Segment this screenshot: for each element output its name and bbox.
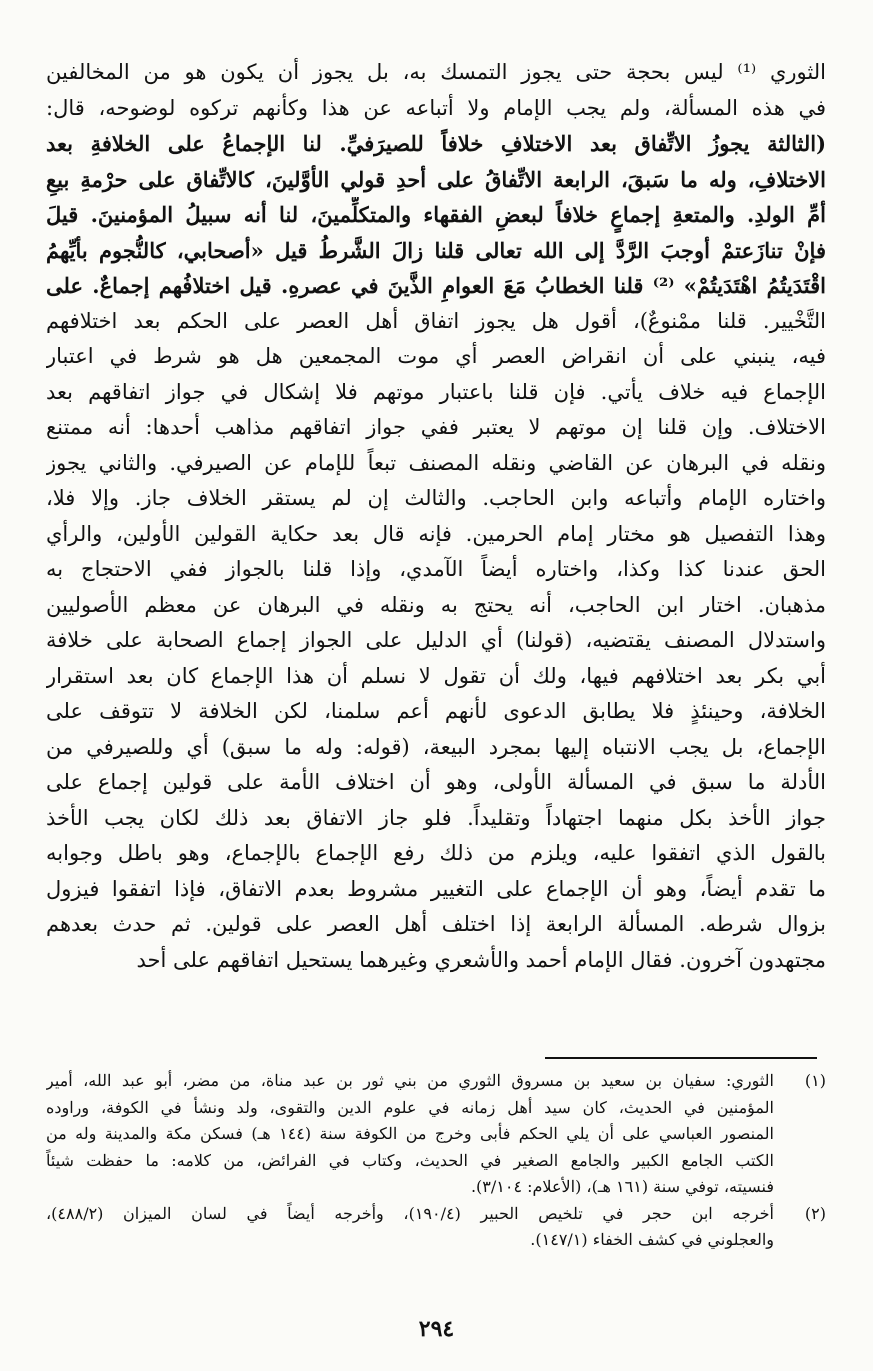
text-line: الاختلاف. وإن قلنا إن موتهم لا يعتبر ففي جواز اتفاقهم مذاهب أحدها: أنه ممتنع [46, 415, 826, 439]
text-line: أبي بكر بعد اختلافهم فيها، ولك أن تقول لا نسلم أن هذا الإجماع كان بعد استقرار [46, 663, 826, 688]
text-line: ونقله في البرهان عن القاضي ونقله المصنف تبعاً للإمام عن الصيرفي. والثاني يجوز [46, 450, 826, 475]
text-line: الإجماع، بل يجب الانتباه إليها بمجرد البيعة، (قوله: وله ما سبق) أي وللصيرفي من [46, 734, 826, 759]
text-line: الحق عندنا كذا وكذا، واختاره أيضاً الآمدي، وإذا قلنا بالجواز ففي الاحتجاج به [46, 557, 826, 581]
text-line: الاختلافِ، وله ما سَبقَ، الرابعة الاتِّفاقُ على أحدِ قولي الأوَّلينَ، كالاتِّفاق على حرْمةِ بيعِ [46, 166, 826, 192]
footnote-number: (٢) [804, 1203, 826, 1223]
main-text [46, 55, 826, 978]
text-line: الإجماع فيه خلاف يأتي. فإن قلنا باعتبار موتهم فلا إشكال في جواز اتفاقهم بعد [46, 379, 826, 404]
footnote-line: والعجلوني في كشف الخفاء (١٤٧/١). [530, 1230, 774, 1249]
footnote [46, 1068, 826, 1201]
footnote-line: الثوري: سفيان بن سعيد بن مسروق الثوري من بني ثور بن عبد مناة، من مضر، أبو عبد الله، أمير [46, 1071, 774, 1090]
page-number: ٢٩٤ [418, 1316, 455, 1342]
text-line: الأدلة ما سبق في المسألة الأولى، وهو أن اختلاف الأمة على قولين إجماع على [46, 770, 826, 794]
footnote-line: المؤمنين في الحديث، كان سيد أهل زمانه في علوم الدين والتقوى، ولد ونشأ في الكوفة، وراوده [46, 1097, 774, 1117]
text-line: مجتهدون آخرون. فقال الإمام أحمد والأشعري وغيرهما يستحيل اتفاقهم على أحد [136, 947, 826, 972]
text-line: في هذه المسألة، ولم يجب الإمام ولا أتباعه عن هذا وكأنهم تركوه لوضوحه، قال: [46, 95, 826, 120]
footnote-body [46, 1201, 774, 1254]
text-line: مذهبان. اختار ابن الحاجب، أنه يحتج به ونقله في البرهان عن معظم الأصوليين [46, 592, 826, 617]
text-line: الثوري ⁽¹⁾ ليس بحجة حتى يجوز التمسك به، بل يجوز أن يكون هو من المخالفين [46, 60, 826, 84]
text-line: فيه، ينبني على أن انقراض العصر أي موت المجمعين هل هو شرط في اعتبار [46, 344, 826, 368]
text-line: جواز الأخذ بكل منهما اجتهاداً وتقليداً. فلو جاز الاتفاق بعد ذلك لكان يجب الأخذ [46, 805, 826, 830]
footnote-body [46, 1068, 774, 1201]
footnote [46, 1201, 826, 1254]
footnote-line: فنسيته، توفي سنة (١٦١ هـ)، (الأعلام: ٣/١٠٤). [470, 1177, 774, 1196]
text-line: اقْتَدَيتُمُ اهْتَدَيتُمْ» ⁽²⁾ قلنا الخطابُ مَعَ العوامِ الذَّينَ في عصرهِ. قيل اختلافُهم إجماعٌ. على [46, 273, 826, 298]
footnote-line: الكتب الجامع الكبير والجامع الصغير في الحديث، وكتاب في الفرائض، من كلامه: ما حفظت شيئاً [46, 1150, 774, 1170]
footnote-line: أخرجه ابن حجر في تلخيص الحبير (١٩٠/٤)، وأخرجه أيضاً في لسان الميزان (٤٨٨/٢)، [46, 1203, 774, 1223]
footnote-separator [545, 1057, 817, 1059]
footnote-line: المنصور العباسي على أن يلي الحكم فأبى وخرج من الكوفة سنة (١٤٤ هـ) فسكن مكة والمدينة وله من [46, 1124, 774, 1143]
text-line: فإنْ تنازَعتمْ أوجبَ الرَّدَّ إلى الله تعالى قلنا زالَ الشَّرطُ قيل «أصحابي، كالنُّجوم بأيِّهمُ [46, 237, 826, 263]
text-line: بزوال شرطه. المسألة الرابعة إذا اختلف أهل العصر على قولين. ثم حدث بعدهم [46, 912, 826, 936]
footnotes [46, 1068, 826, 1254]
text-line: الخلافة، وحينئذٍ فلا يطابق الدعوى لأنهم أعم سلمنا، لكن الخلافة لا تتوقف على [46, 699, 826, 723]
text-line: وهذا التفصيل هو مختار إمام الحرمين. فإنه قال بعد حكاية القولين الأولين، والرأي [46, 521, 826, 546]
text-line: (الثالثة يجوزُ الاتِّفاق بعد الاختلافِ خلافاً للصيرَفيِّ. لنا الإجماعُ على الخلافةِ بعد [46, 131, 826, 156]
footnote-number: (١) [804, 1071, 826, 1090]
text-line: أمِّ الولدِ. والمتعةِ إجماعٍ خلافاً لبعضِ الفقهاء والمتكلِّمينَ، لنا أنه سبيلُ المؤمنينَ. قيلَ [46, 202, 826, 227]
text-line: التَّخْيير. قلنا ممْنوعٌ)، أقول هل يجوز اتفاق أهل العصر على الحكم بعد اختلافهم [46, 308, 826, 333]
text-line: واختاره الإمام وأتباعه وابن الحاجب. والثالث إن لم يستقر الخلاف جاز. وإلا فلا، [46, 486, 826, 510]
text-line: ما تقدم أيضاً، وهو أن الإجماع على التغيير مشروط بعدم الاتفاق، فإذا اتفقوا فيزول [46, 876, 826, 901]
text-line: واستدلال المصنف يقتضيه، (قولنا) أي الدليل على الجواز إجماع الصحابة على خلافة [46, 628, 826, 652]
text-line: بالقول الذي اتفقوا عليه، ويلزم من ذلك رفع الإجماع بالإجماع، وهو باطل وجوابه [46, 841, 826, 865]
